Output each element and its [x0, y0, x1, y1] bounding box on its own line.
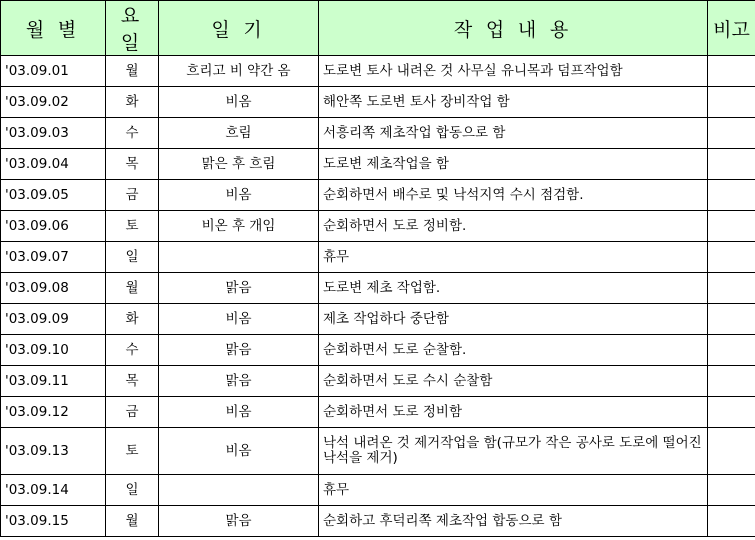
cell-weather: 비옴 — [159, 87, 319, 118]
cell-work: 도로변 토사 내려온 것 사무실 유니목과 덤프작업함 — [319, 56, 708, 87]
cell-note — [708, 149, 755, 180]
cell-note — [708, 56, 755, 87]
cell-date: '03.09.08 — [1, 273, 106, 304]
cell-day: 월 — [106, 273, 159, 304]
cell-weather: 비옴 — [159, 304, 319, 335]
cell-note — [708, 118, 755, 149]
cell-work: 순회하고 후덕리쪽 제초작업 합동으로 함 — [319, 506, 708, 537]
log-rows — [1, 56, 755, 537]
cell-date: '03.09.02 — [1, 87, 106, 118]
header-weather: 일 기 — [159, 1, 319, 56]
cell-work: 순회하면서 도로 수시 순찰함 — [319, 366, 708, 397]
cell-note — [708, 273, 755, 304]
cell-note — [708, 397, 755, 428]
cell-note — [708, 506, 755, 537]
cell-day: 목 — [106, 149, 159, 180]
table-row — [1, 149, 755, 180]
cell-note — [708, 242, 755, 273]
cell-weather — [159, 242, 319, 273]
cell-work: 서흥리쪽 제초작업 합동으로 함 — [319, 118, 708, 149]
cell-weather: 비옴 — [159, 428, 319, 475]
cell-day: 일 — [106, 242, 159, 273]
cell-note — [708, 211, 755, 242]
cell-weather: 비온 후 개임 — [159, 211, 319, 242]
table-row — [1, 87, 755, 118]
cell-date: '03.09.15 — [1, 506, 106, 537]
cell-day: 수 — [106, 118, 159, 149]
table-row — [1, 242, 755, 273]
cell-note — [708, 304, 755, 335]
cell-weather — [159, 475, 319, 506]
cell-date: '03.09.01 — [1, 56, 106, 87]
cell-date: '03.09.09 — [1, 304, 106, 335]
cell-day: 토 — [106, 428, 159, 475]
cell-note — [708, 335, 755, 366]
cell-date: '03.09.13 — [1, 428, 106, 475]
table-row — [1, 397, 755, 428]
cell-date: '03.09.14 — [1, 475, 106, 506]
cell-weather: 맑음 — [159, 335, 319, 366]
cell-work: 순회하면서 배수로 및 낙석지역 수시 점검함. — [319, 180, 708, 211]
table-row — [1, 304, 755, 335]
cell-work: 휴무 — [319, 475, 708, 506]
cell-day: 수 — [106, 335, 159, 366]
header-date: 월 별 — [1, 1, 106, 56]
cell-work: 순회하면서 도로 정비함. — [319, 211, 708, 242]
cell-weather: 맑음 — [159, 366, 319, 397]
cell-day: 금 — [106, 397, 159, 428]
cell-note — [708, 87, 755, 118]
table-row — [1, 180, 755, 211]
cell-day: 일 — [106, 475, 159, 506]
cell-weather: 흐림 — [159, 118, 319, 149]
cell-weather: 흐리고 비 약간 옴 — [159, 56, 319, 87]
table-row — [1, 273, 755, 304]
table-row — [1, 428, 755, 475]
cell-weather: 맑음 — [159, 273, 319, 304]
header-note: 비고 — [708, 1, 755, 56]
cell-work: 해안쪽 도로변 토사 장비작업 함 — [319, 87, 708, 118]
cell-day: 화 — [106, 304, 159, 335]
cell-weather: 맑은 후 흐림 — [159, 149, 319, 180]
cell-day: 월 — [106, 506, 159, 537]
cell-weather: 맑음 — [159, 506, 319, 537]
cell-note — [708, 475, 755, 506]
cell-date: '03.09.06 — [1, 211, 106, 242]
cell-day: 목 — [106, 366, 159, 397]
cell-date: '03.09.12 — [1, 397, 106, 428]
cell-work: 낙석 내려온 것 제거작업을 함(규모가 작은 공사로 도로에 떨어진 낙석을 제거) — [319, 428, 708, 475]
cell-day: 금 — [106, 180, 159, 211]
header-day: 요일 — [106, 1, 159, 56]
header-work: 작 업 내 용 — [319, 1, 708, 56]
cell-work: 제초 작업하다 중단함 — [319, 304, 708, 335]
cell-date: '03.09.04 — [1, 149, 106, 180]
cell-date: '03.09.07 — [1, 242, 106, 273]
table-row — [1, 211, 755, 242]
table-row — [1, 335, 755, 366]
cell-note — [708, 366, 755, 397]
cell-work: 도로변 제초작업을 함 — [319, 149, 708, 180]
table-row — [1, 366, 755, 397]
header-row — [1, 1, 755, 56]
cell-day: 월 — [106, 56, 159, 87]
cell-work: 순회하면서 도로 순찰함. — [319, 335, 708, 366]
table-row — [1, 475, 755, 506]
cell-date: '03.09.11 — [1, 366, 106, 397]
cell-work: 도로변 제초 작업함. — [319, 273, 708, 304]
cell-work: 순회하면서 도로 정비함 — [319, 397, 708, 428]
cell-date: '03.09.10 — [1, 335, 106, 366]
cell-note — [708, 428, 755, 475]
cell-note — [708, 180, 755, 211]
cell-work: 휴무 — [319, 242, 708, 273]
cell-date: '03.09.03 — [1, 118, 106, 149]
cell-weather: 비옴 — [159, 180, 319, 211]
cell-date: '03.09.05 — [1, 180, 106, 211]
table-row — [1, 56, 755, 87]
table-row — [1, 506, 755, 537]
cell-day: 화 — [106, 87, 159, 118]
table-row — [1, 118, 755, 149]
cell-day: 토 — [106, 211, 159, 242]
cell-weather: 비옴 — [159, 397, 319, 428]
